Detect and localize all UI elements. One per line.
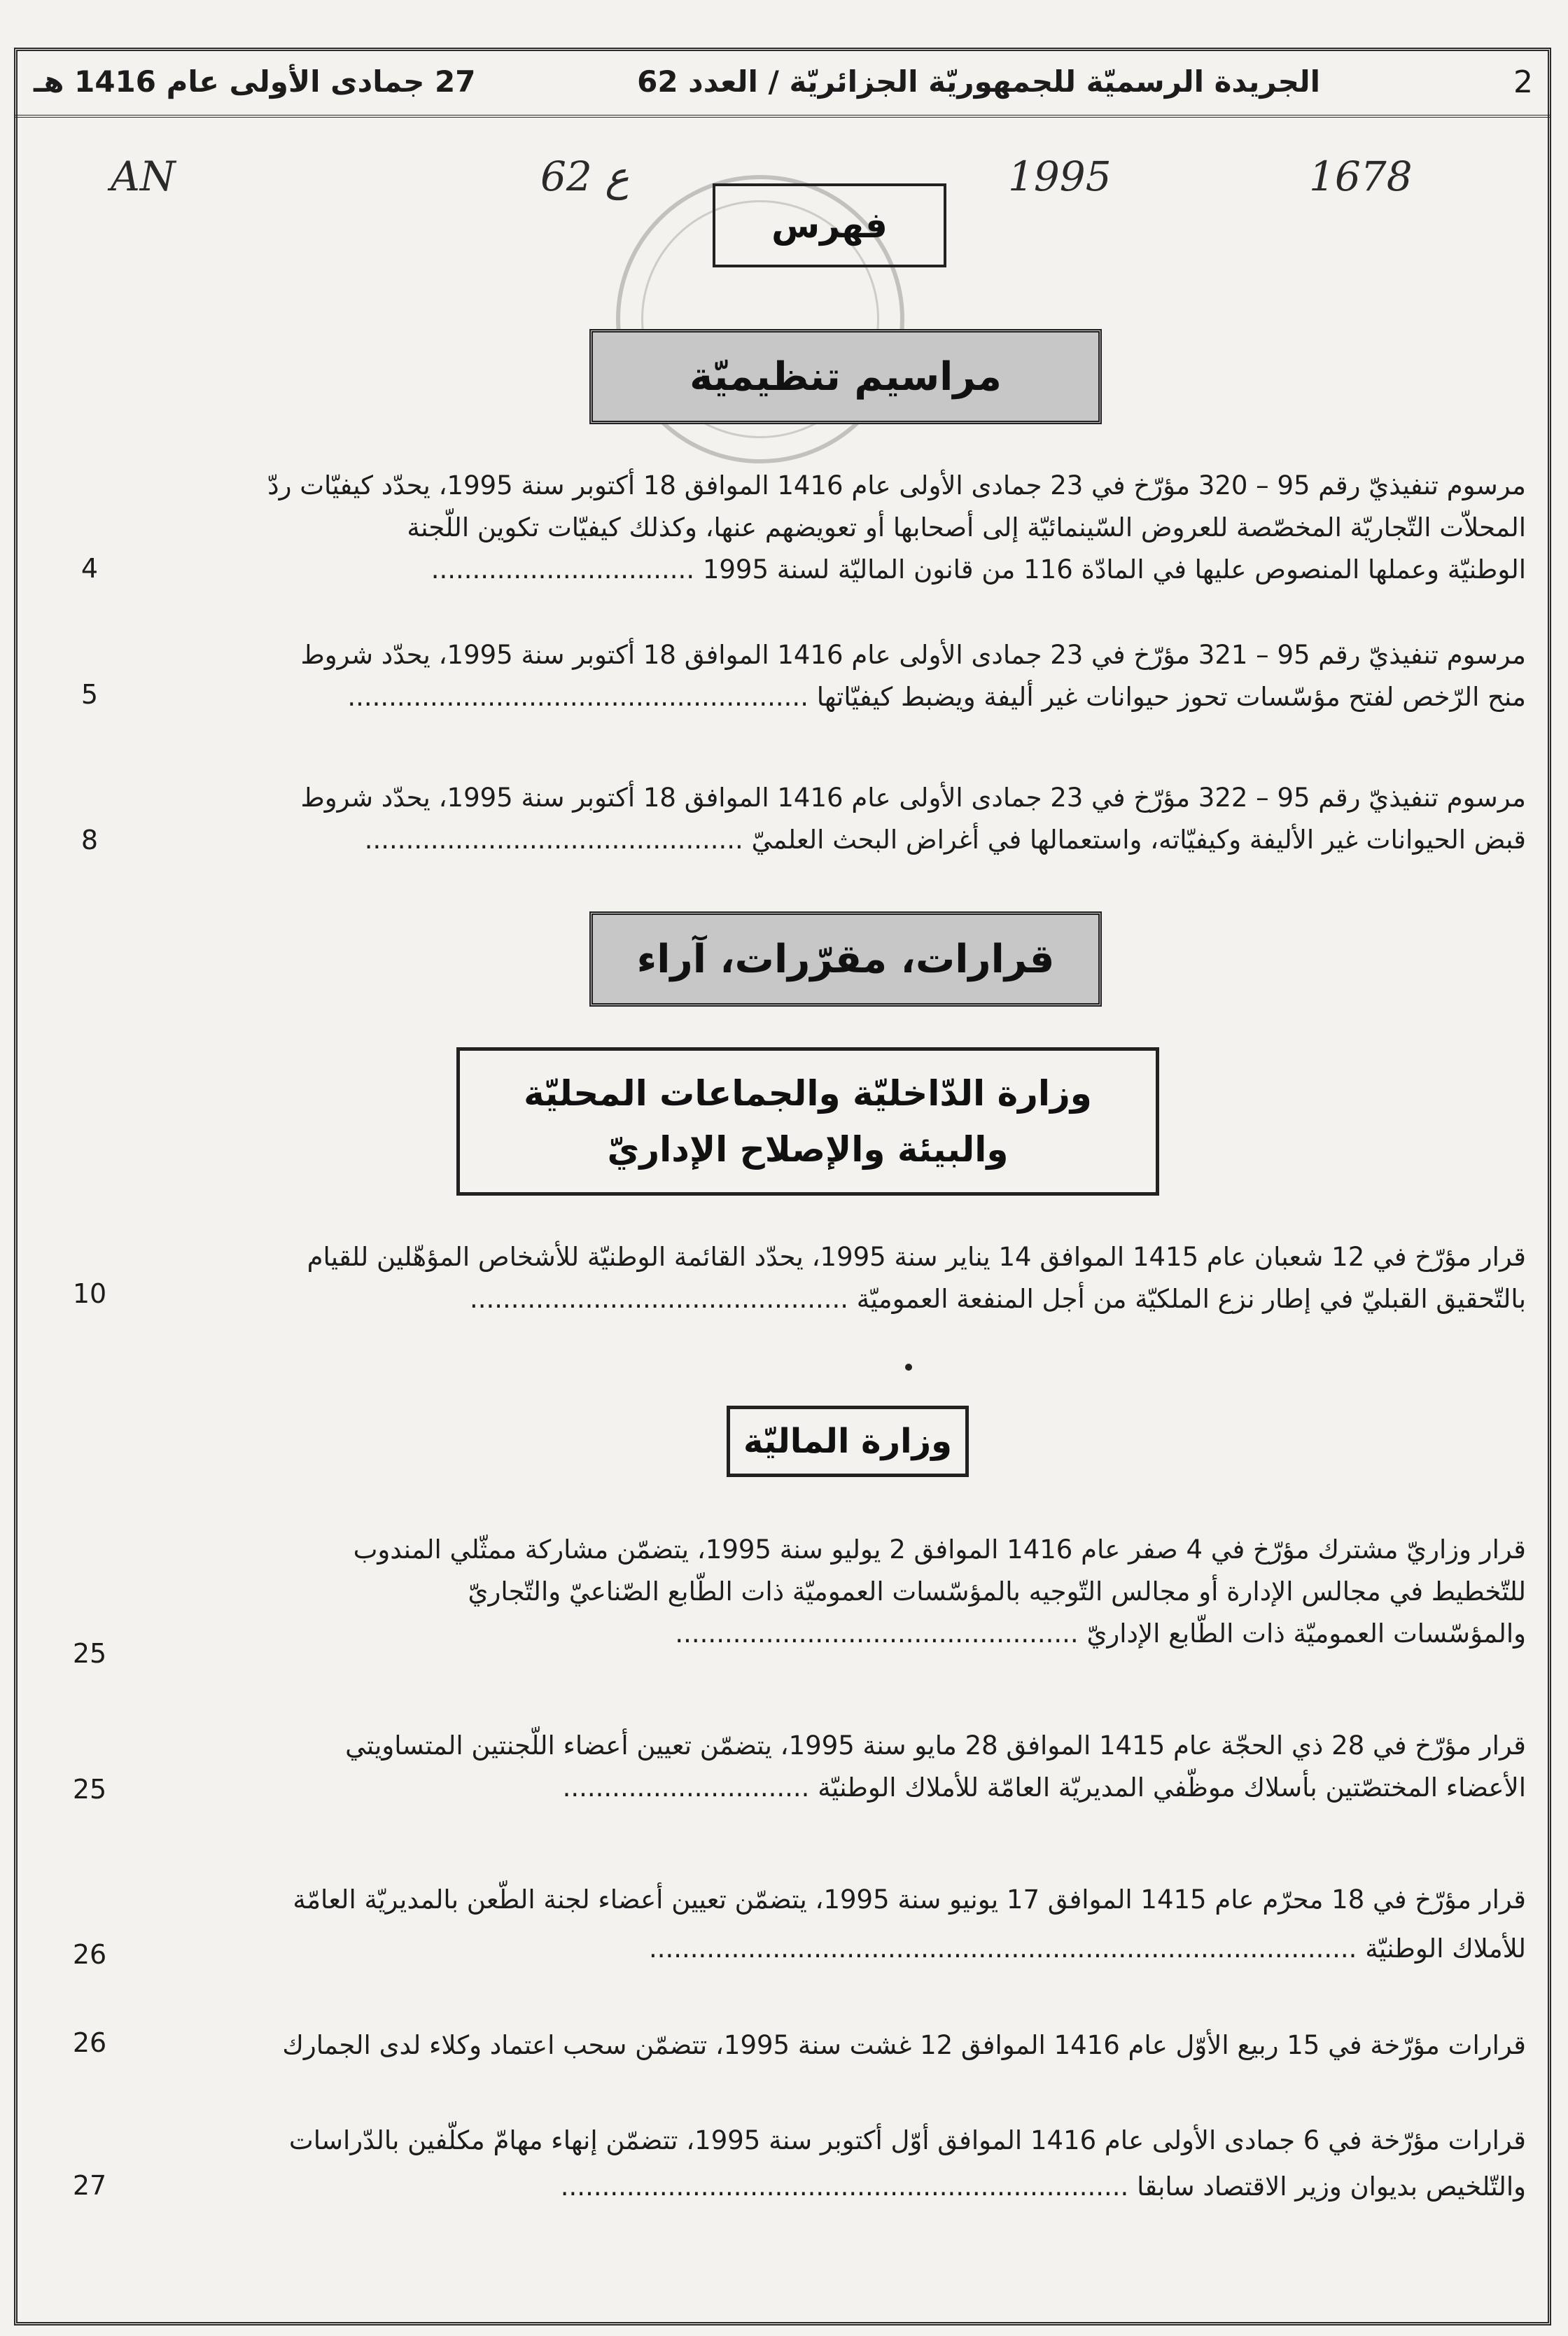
entry-text: قرار مؤرّخ في 28 ذي الحجّة عام 1415 الموافق 28 مايو سنة 1995، يتضمّن تعيين أعضاء اللّجنتين المتساويتي <box>345 1730 1526 1761</box>
page-reference: 25 <box>72 1638 107 1669</box>
section-title-finance-ministry: وزارة الماليّة <box>727 1406 969 1477</box>
toc-entry: قرارات مؤرّخة في 6 جمادى الأولى عام 1416 الموافق أوّل أكتوبر سنة 1995، تتضمّن إنهاء مهامّ مكلّفين بالدّراسات والتّلخيص بديوان وزير الاقتصاد سابقا ..................................................................... <box>154 2120 1526 2208</box>
page-reference: 27 <box>72 2170 107 2201</box>
page-reference: 4 <box>80 553 99 584</box>
page-reference: 10 <box>72 1278 107 1309</box>
handwritten-note-1: AN <box>111 153 176 200</box>
entry-text: والمؤسّسات العموميّة ذات الطّابع الإداريّ <box>1086 1618 1526 1649</box>
section-title-decisions: قرارات، مقرّرات، آراء <box>589 911 1102 1007</box>
handwritten-note-4: 1678 <box>1309 153 1413 200</box>
entry-text: المحلاّت التّجاريّة المخصّصة للعروض السّينمائيّة إلى أصحابها أو تعويضهم عنها، وكذلك كيفيّات تكوين اللّجنة <box>407 512 1526 543</box>
entry-text: قرارات مؤرّخة في 15 ربيع الأوّل عام 1416 الموافق 12 غشت سنة 1995، تتضمّن سحب اعتماد وكلاء لدى الجمارك <box>282 2030 1526 2060</box>
entry-text: والتّلخيص بديوان وزير الاقتصاد سابقا <box>1137 2171 1526 2202</box>
toc-entry: قرار مؤرّخ في 28 ذي الحجّة عام 1415 الموافق 28 مايو سنة 1995، يتضمّن تعيين أعضاء اللّجنتين المتساويتي الأعضاء المختصّتين بأسلاك موظّفي المديريّة العامّة للأملاك الوطنيّة .............................. <box>154 1725 1526 1809</box>
entry-text: قرارات مؤرّخة في 6 جمادى الأولى عام 1416 الموافق أوّل أكتوبر سنة 1995، تتضمّن إنهاء مهامّ مكلّفين بالدّراسات <box>288 2125 1526 2155</box>
handwritten-note-2: 62 ع <box>540 153 629 200</box>
toc-entry: مرسوم تنفيذيّ رقم 95 – 321 مؤرّخ في 23 جمادى الأولى عام 1416 الموافق 18 أكتوبر سنة 1995، يحدّد شروط منح الرّخص لفتح مؤسّسات تحوز حيوانات غير أليفة ويضبط كيفيّاتها ........................................................ <box>154 634 1526 718</box>
page-reference: 5 <box>80 679 99 710</box>
entry-text: قرار وزاريّ مشترك مؤرّخ في 4 صفر عام 1416 الموافق 2 يوليو سنة 1995، يتضمّن مشاركة ممثّلي المندوب <box>353 1534 1526 1565</box>
entry-text: الأعضاء المختصّتين بأسلاك موظّفي المديريّة العامّة للأملاك الوطنيّة <box>818 1772 1526 1803</box>
page-reference: 26 <box>72 1939 107 1970</box>
section-title-interior-ministry <box>456 1047 1159 1196</box>
ministry-title-line: وزارة الدّاخليّة والجماعات المحليّة <box>524 1073 1092 1114</box>
toc-entry: قرار مؤرّخ في 12 شعبان عام 1415 الموافق 14 يناير سنة 1995، يحدّد القائمة الوطنيّة للأشخاص المؤهّلين للقيام بالتّحقيق القبليّ في إطار نزع الملكيّة من أجل المنفعة العموميّة .............................................. <box>154 1236 1526 1320</box>
entry-text: قرار مؤرّخ في 18 محرّم عام 1415 الموافق 17 يونيو سنة 1995، يتضمّن تعيين أعضاء لجنة الطّعن بالمديريّة العامّة <box>293 1884 1526 1915</box>
entry-text: مرسوم تنفيذيّ رقم 95 – 321 مؤرّخ في 23 جمادى الأولى عام 1416 الموافق 18 أكتوبر سنة 1995، يحدّد شروط <box>300 640 1526 670</box>
entry-text: للتّخطيط في مجالس الإدارة أو مجالس التّوجيه بالمؤسّسات العموميّة ذات الطّابع الصّناعيّ والتّجاريّ <box>468 1576 1526 1607</box>
page-number: 2 <box>1513 64 1533 100</box>
entry-text: مرسوم تنفيذيّ رقم 95 – 322 مؤرّخ في 23 جمادى الأولى عام 1416 الموافق 18 أكتوبر سنة 1995، يحدّد شروط <box>300 783 1526 813</box>
entry-text: للأملاك الوطنيّة <box>1365 1933 1526 1964</box>
gazette-title: الجريدة الرسميّة للجمهوريّة الجزائريّة / العدد 62 <box>637 64 1320 99</box>
entry-text: منح الرّخص لفتح مؤسّسات تحوز حيوانات غير أليفة ويضبط كيفيّاتها <box>816 682 1526 712</box>
entry-text: بالتّحقيق القبليّ في إطار نزع الملكيّة من أجل المنفعة العموميّة <box>856 1284 1526 1314</box>
ministry-title-line: والبيئة والإصلاح الإداريّ <box>607 1129 1009 1170</box>
entry-text: مرسوم تنفيذيّ رقم 95 – 320 مؤرّخ في 23 جمادى الأولى عام 1416 الموافق 18 أكتوبر سنة 1995، يحدّد كيفيّات ردّ <box>267 470 1526 501</box>
page-reference: 26 <box>72 2027 107 2058</box>
page-reference: 25 <box>72 1774 107 1805</box>
page-reference: 8 <box>80 825 99 855</box>
entry-text: قرار مؤرّخ في 12 شعبان عام 1415 الموافق 14 يناير سنة 1995، يحدّد القائمة الوطنيّة للأشخاص المؤهّلين للقيام <box>307 1242 1526 1272</box>
entry-text: الوطنيّة وعملها المنصوص عليها في المادّة 116 من قانون الماليّة لسنة 1995 <box>702 554 1526 585</box>
toc-entry <box>154 2024 1526 2066</box>
toc-title: فهرس <box>713 183 946 267</box>
section-title-regulatory-decrees: مراسيم تنظيميّة <box>589 329 1102 424</box>
issue-date: 27 جمادى الأولى عام 1416 هـ <box>34 64 476 99</box>
toc-entry: قرار وزاريّ مشترك مؤرّخ في 4 صفر عام 1416 الموافق 2 يوليو سنة 1995، يتضمّن مشاركة ممثّلي المندوب للتّخطيط في مجالس الإدارة أو مجالس التّوجيه بالمؤسّسات العموميّة ذات الطّابع الصّناعيّ والتّجاريّ والمؤسّسات العموميّة ذات الطّابع الإداريّ ................................................. <box>154 1529 1526 1655</box>
separator-dot <box>905 1364 912 1371</box>
entry-text: قبض الحيوانات غير الأليفة وكيفيّاته، واستعمالها في أغراض البحث العلميّ <box>751 825 1526 855</box>
gazette-header <box>14 55 1551 118</box>
handwritten-note-3: 1995 <box>1008 153 1112 200</box>
toc-entry: مرسوم تنفيذيّ رقم 95 – 320 مؤرّخ في 23 جمادى الأولى عام 1416 الموافق 18 أكتوبر سنة 1995، يحدّد كيفيّات ردّ المحلاّت التّجاريّة المخصّصة للعروض السّينمائيّة إلى أصحابها أو تعويضهم عنها، وكذلك كيفيّات تكوين اللّجنة الوطنيّة وعملها المنصوص عليها في المادّة 116 من قانون الماليّة لسنة 1995 ................................ <box>154 465 1526 591</box>
toc-entry: قرار مؤرّخ في 18 محرّم عام 1415 الموافق 17 يونيو سنة 1995، يتضمّن تعيين أعضاء لجنة الطّعن بالمديريّة العامّة للأملاك الوطنيّة ...................................................................................... <box>154 1879 1526 1970</box>
toc-entry: مرسوم تنفيذيّ رقم 95 – 322 مؤرّخ في 23 جمادى الأولى عام 1416 الموافق 18 أكتوبر سنة 1995، يحدّد شروط قبض الحيوانات غير الأليفة وكيفيّاته، واستعمالها في أغراض البحث العلميّ .............................................. <box>154 777 1526 861</box>
